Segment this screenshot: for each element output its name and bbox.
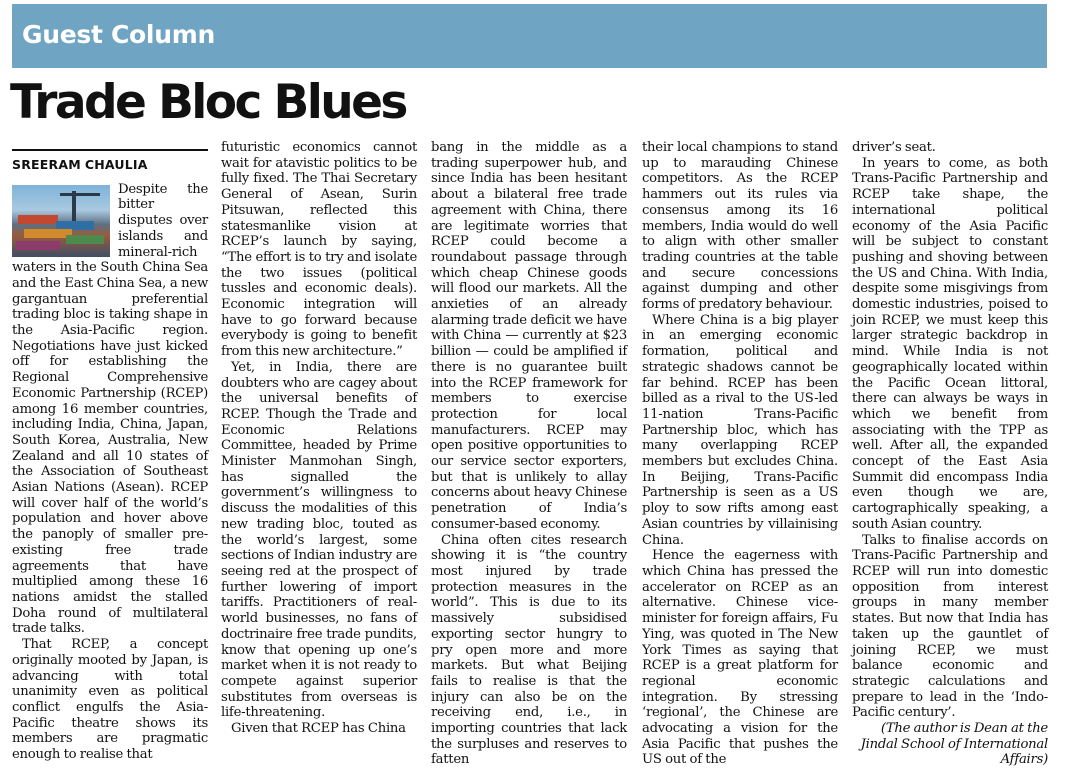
article-column-2	[221, 140, 417, 746]
author-credit: (The author is Dean at the Jindal School of International Affairs)	[860, 721, 1048, 768]
paragraph: driver’s seat.	[852, 140, 936, 155]
paragraph: In years to come, as both Trans-Pacific Partnership and RCEP take shape, the international political economy of the Asia Pacific will be subject to constant pushing and shoving between the US and China. With India, despite some misgivings from domestic industries, poised to join RCEP, we must keep this larger strategic backdrop in mind. While India is not geographically located within the Pacific Ocean littoral, there can always be ways in which we benefit from associating with the TPP as well. After all, the expanded concept of the East Asia Summit did encompass India even though we are, cartographically speaking, a south Asian country.	[852, 155, 1048, 532]
paragraph: Yet, in India, there are doubters who are cagey about the universal benefits of RCEP. Though the Trade and Economic Relations Committee, headed by Prime Minister Manmohan Singh, has signalled the government’s willingness to discuss the modalities of this new trading bloc, touted as the world’s largest, some sections of Indian industry are seeing red at the prospect of further lowering of import tariffs. Practitioners of real-world businesses, no fans of doctrinaire free trade pundits, know that opening up one’s market when it is not ready to compete against superior substitutes from overseas is life-threatening.	[221, 359, 417, 721]
paragraph: Given that RCEP has China	[231, 721, 406, 737]
paragraph: China often cites research showing it is “the country most injured by trade protection measures in the world”. This is due to its massively subsidised exporting sector hungry to pry open more and more markets. But what Beijing fails to realise is that the injury can also be on the receiving end, i.e., in importing countries that lack the surpluses and reserves to fatten	[431, 532, 627, 768]
paragraph: Where China is a big player in an emerging economic formation, political and strategic shadows cannot be far behind. RCEP has been billed as a rival to the US-led 11-nation Trans-Pacific Partnership bloc, which has many overlapping RCEP members but excludes China. In Beijing, Trans-Pacific Partnership is seen as a US ploy to sow rifts among east Asian countries by villainising China.	[642, 312, 838, 548]
paragraph: Hence the eagerness with which China has pressed the accelerator on RCEP as an alternative. Chinese vice-minister for foreign affairs, Fu Ying, was quoted in The New York Times as saying that RCEP is a great platform for regional economic integration. By stressing ‘regional’, the Chinese are advocating a vision for the Asia Pacific that pushes the US out of the	[642, 548, 838, 768]
paragraph: futuristic economics cannot wait for atavistic politics to be fully fixed. The Thai Secretary General of Asean, Surin Pitsuwan, reflected this statesmanlike vision at RCEP’s launch by saying, “The effort is to try and isolate the two issues (political tussles and economic deals). Economic integration will have to go forward because everybody is going to benefit from this new architecture.”	[221, 140, 417, 360]
paragraph: bang in the middle as a trading superpower hub, and since India has been hesitant about a bilateral free trade agreement with China, there are legitimate worries that RCEP could become a roundabout passage through which cheap Chinese goods will flood our markets. All the anxieties of an already alarming trade deficit we have with China — currently at $23 billion — could be amplified if there is no guarantee built into the RCEP framework for members to exercise protection for local manufacturers. RCEP may open positive opportunities to our service sector exporters, but that is unlikely to allay concerns about heavy Chinese penetration of India’s consumer-based economy.	[431, 140, 627, 532]
section-banner	[12, 4, 1047, 68]
paragraph: That RCEP, a concept originally mooted by Japan, is advancing with total unanimity even as political conflict engulfs the Asia-Pacific theatre shows its members are pragmatic enough to realise that	[12, 637, 208, 763]
paragraph: Despite the bitter disputes over islands and mineral-rich waters in the South China Sea and the East China Sea, a new gargantuan preferential trading bloc is taking shape in the Asia-Pacific region. Negotiations have just kicked off for establishing the Regional Comprehensive Economic Partnership (RCEP) among 16 member countries, including India, China, Japan, South Korea, Australia, New Zealand and all 10 states of the Association of Southeast Asian Nations (Asean). RCEP will cover half of the world’s population and hover above the panoply of smaller pre-existing free trade agreements that have multiplied among these 16 nations amidst the stalled Doha round of multilateral trade talks.	[12, 181, 208, 637]
headline: Trade Bloc Blues	[10, 75, 406, 130]
article-column-1	[12, 140, 208, 763]
shipping-containers-icon	[12, 185, 110, 257]
article-column-3	[431, 140, 627, 768]
section-label: Guest Column	[22, 20, 215, 49]
paragraph: their local champions to stand up to marauding Chinese competitors. As the RCEP hammers out its rules via consensus among its 16 members, India would do well to align with other smaller trading countries at the table and secure concessions against dumping and other forms of predatory behaviour.	[642, 140, 838, 313]
byline: SREERAM CHAULIA	[12, 157, 148, 172]
byline-rule	[12, 149, 208, 151]
article-column-4	[642, 140, 838, 768]
paragraph: Talks to finalise accords on Trans-Pacific Partnership and RCEP will run into domestic opposition from interest groups in many member states. But now that India has taken up the gauntlet of joining RCEP, we must balance economic and strategic calculations and prepare to lead in the ‘Indo-Pacific century’.	[852, 532, 1048, 721]
article-column-5	[852, 140, 1048, 768]
